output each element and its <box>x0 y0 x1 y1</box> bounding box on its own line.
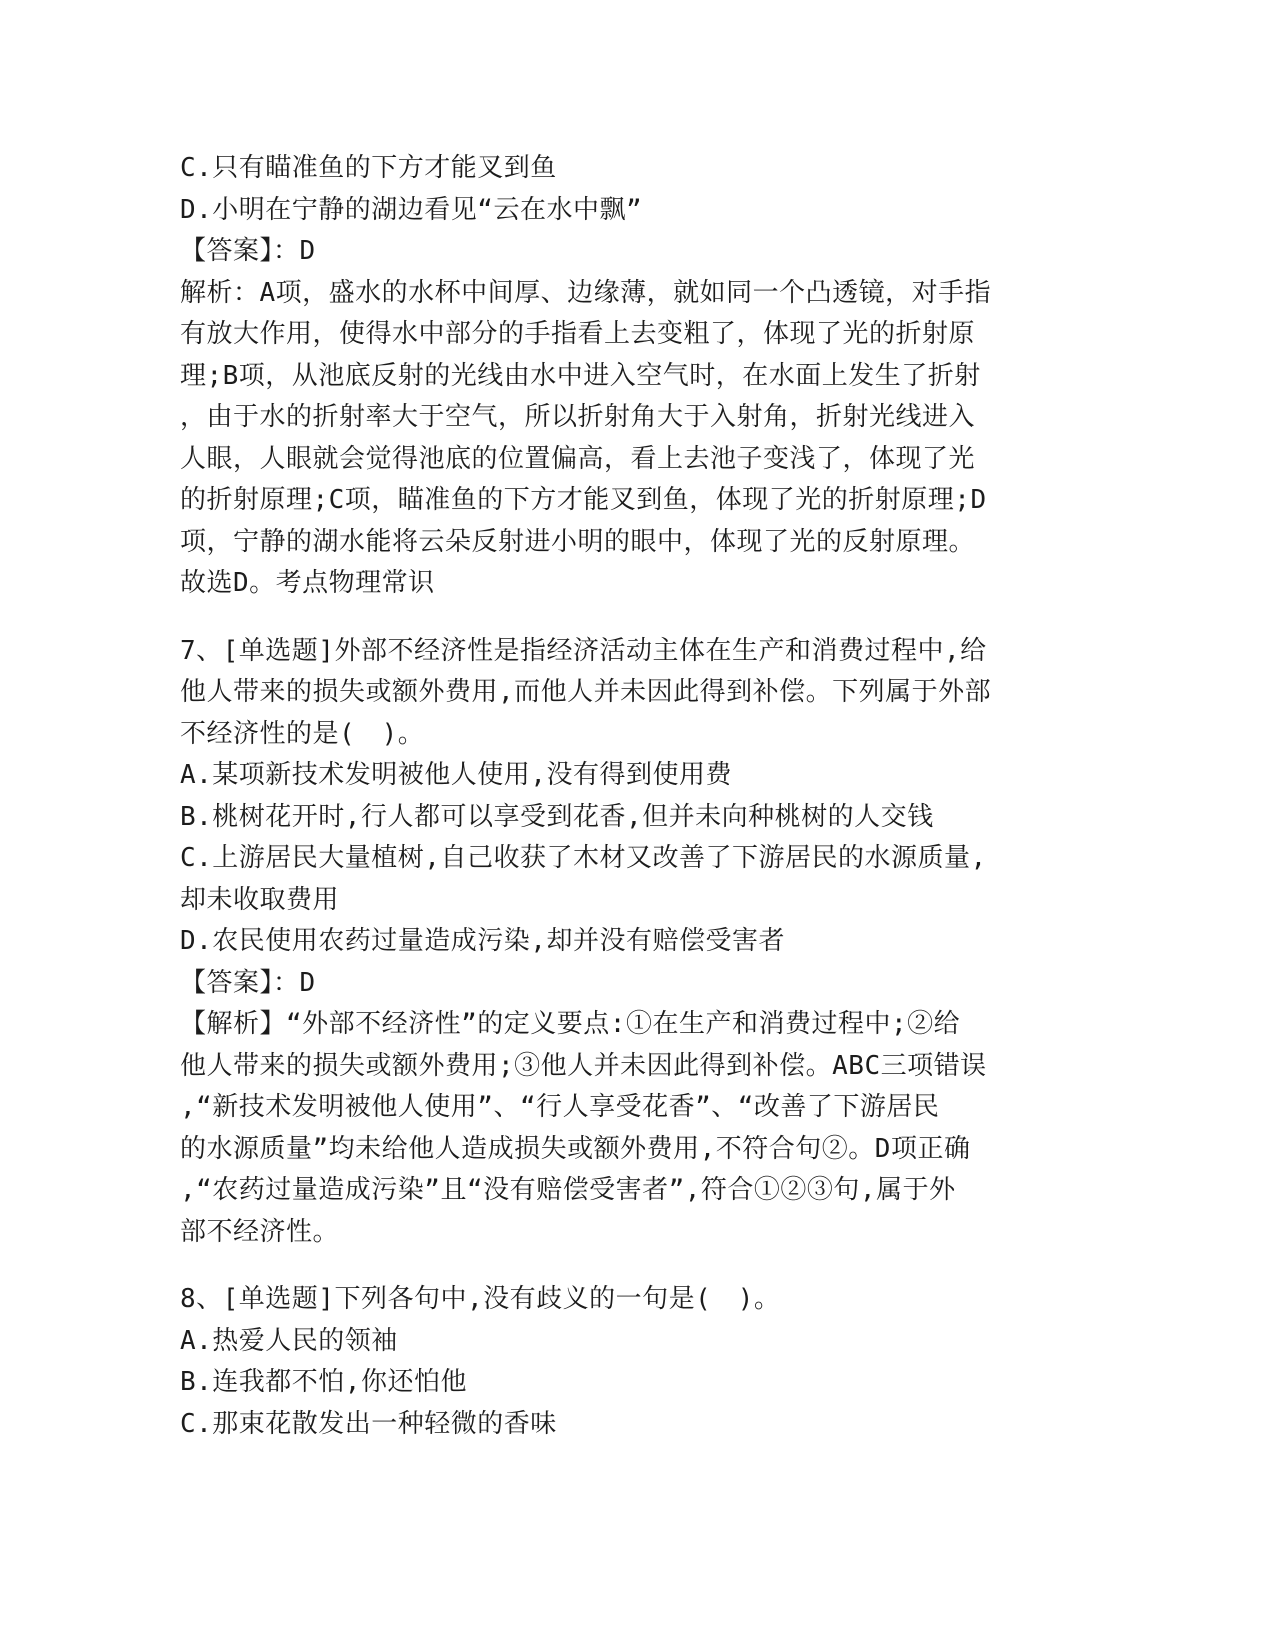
option-c: C.只有瞄准鱼的下方才能叉到鱼 <box>180 153 557 183</box>
option-b: B.连我都不怕,你还怕他 <box>180 1367 467 1397</box>
section-gap <box>180 1253 1030 1279</box>
question-8 <box>180 1279 1030 1445</box>
analysis-line: 人眼，人眼就会觉得池底的位置偏高，看上去池子变浅了，体现了光 <box>180 443 976 474</box>
analysis-line: 【解析】“外部不经济性”的定义要点:①在生产和消费过程中;②给 <box>180 1009 961 1039</box>
question-stem-line: 他人带来的损失或额外费用,而他人并未因此得到补偿。下列属于外部 <box>180 677 992 707</box>
previous-question-tail <box>180 148 1030 605</box>
option-c: C.上游居民大量植树,自己收获了木材又改善了下游居民的水源质量, <box>180 843 987 873</box>
analysis-line: 部不经济性。 <box>180 1216 340 1247</box>
option-b: B.桃树花开时,行人都可以享受到花香,但并未向种桃树的人交钱 <box>180 801 934 832</box>
question-stem: 8、[单选题]下列各句中,没有歧义的一句是( )。 <box>180 1284 781 1314</box>
analysis-line: 他人带来的损失或额外费用;③他人并未因此得到补偿。ABC三项错误 <box>180 1050 987 1081</box>
document-page <box>180 148 1030 1445</box>
option-c-continued: 却未收取费用 <box>180 884 340 915</box>
analysis-line: ,“农药过量造成污染”且“没有赔偿受害者”,符合①②③句,属于外 <box>180 1175 956 1205</box>
analysis-line: 理;B项，从池底反射的光线由水中进入空气时，在水面上发生了折射 <box>180 360 981 391</box>
option-a: A.某项新技术发明被他人使用,没有得到使用费 <box>180 760 732 790</box>
option-c: C.那束花散发出一种轻微的香味 <box>180 1408 557 1439</box>
analysis-line: 有放大作用，使得水中部分的手指看上去变粗了，体现了光的折射原 <box>180 319 976 349</box>
analysis-line: 项，宁静的湖水能将云朵反射进小明的眼中，体现了光的反射原理。 <box>180 526 976 557</box>
question-stem-line: 不经济性的是( )。 <box>180 718 425 749</box>
analysis-line: ,“新技术发明被他人使用”、“行人享受花香”、“改善了下游居民 <box>180 1092 940 1122</box>
option-a: A.热爱人民的领袖 <box>180 1325 398 1356</box>
analysis-line: 故选D。考点物理常识 <box>180 568 435 598</box>
answer-line: 【答案】：D <box>180 236 316 266</box>
analysis-line: 解析：A项，盛水的水杯中间厚、边缘薄，就如同一个凸透镜，对手指 <box>180 277 992 308</box>
question-stem-line: 7、[单选题]外部不经济性是指经济活动主体在生产和消费过程中,给 <box>180 635 987 666</box>
section-gap <box>180 605 1030 631</box>
option-d: D.农民使用农药过量造成污染,却并没有赔偿受害者 <box>180 926 785 956</box>
analysis-line: 的水源质量”均未给他人造成损失或额外费用,不符合句②。D项正确 <box>180 1133 971 1164</box>
analysis-line: 的折射原理;C项，瞄准鱼的下方才能叉到鱼，体现了光的折射原理;D <box>180 485 987 515</box>
answer-line: 【答案】：D <box>180 967 316 998</box>
option-d: D.小明在宁静的湖边看见“云在水中飘” <box>180 194 643 225</box>
question-7 <box>180 631 1030 1254</box>
analysis-line: ，由于水的折射率大于空气，所以折射角大于入射角，折射光线进入 <box>180 402 976 432</box>
